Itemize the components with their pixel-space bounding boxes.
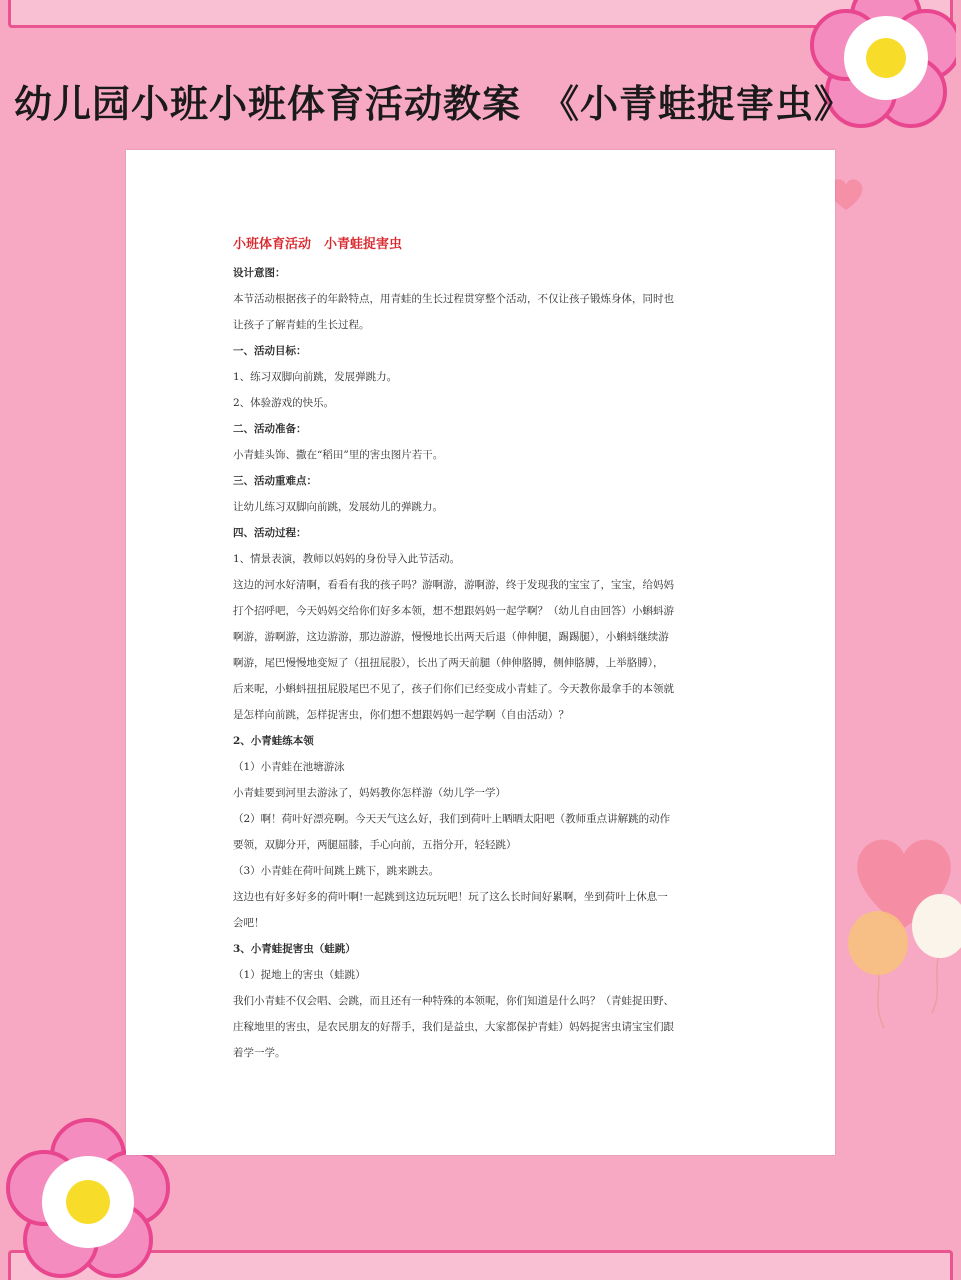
- section-heading: 三、活动重难点：: [233, 475, 317, 487]
- paragraph-line: 1、情景表演，教师以妈妈的身份导入此节活动。: [233, 553, 461, 565]
- section-heading: 一、活动目标：: [233, 345, 307, 357]
- paragraph-line: 让幼儿练习双脚向前跳，发展幼儿的弹跳力。: [233, 501, 443, 513]
- page-title: 幼儿园小班小班体育活动教案 《小青蛙捉害虫》: [14, 82, 854, 126]
- paragraph-line: 啊游，游啊游，这边游游，那边游游，慢慢地长出两天后退（伸伸腿，踢踢腿），小蝌蚪继续游: [233, 631, 669, 643]
- document-body: [233, 234, 733, 1066]
- paragraph-line: 2、体验游戏的快乐。: [233, 397, 335, 409]
- section-heading: 四、活动过程：: [233, 527, 307, 539]
- section-heading: 二、活动准备：: [233, 423, 307, 435]
- document-heading: 小班体育活动 小青蛙捉害虫: [233, 237, 403, 252]
- paragraph-line: （2）啊！荷叶好漂亮啊。今天天气这么好，我们到荷叶上晒晒太阳吧（教师重点讲解跳的动作: [233, 813, 671, 825]
- paragraph-line: 让孩子了解青蛙的生长过程。: [233, 319, 370, 331]
- paragraph-line: 会吧！: [233, 917, 265, 929]
- paragraph-line: 着学一学。: [233, 1047, 286, 1059]
- paragraph-line: （1）捉地上的害虫（蛙跳）: [233, 969, 366, 981]
- section-heading: 3、小青蛙捉害虫（蛙跳）: [233, 943, 356, 955]
- paragraph-line: 啊游，尾巴慢慢地变短了（扭扭屁股），长出了两天前腿（伸伸胳膊，侧伸胳膊，上举胳膊），: [233, 657, 664, 669]
- paragraph-line: （3）小青蛙在荷叶间跳上跳下，跳来跳去。: [233, 865, 440, 877]
- paragraph-line: 小青蛙头饰、撒在“稻田”里的害虫图片若干。: [233, 449, 444, 461]
- section-heading: 2、小青蛙练本领: [233, 735, 314, 747]
- balloons-icon: [842, 888, 961, 1038]
- paragraph-line: 是怎样向前跳，怎样捉害虫，你们想不想跟妈妈一起学啊（自由活动）？: [233, 709, 569, 721]
- paragraph-line: 后来呢，小蝌蚪扭扭屁股尾巴不见了，孩子们你们已经变成小青蛙了。今天教你最拿手的本领就: [233, 683, 674, 695]
- paragraph-line: 我们小青蛙不仅会唱、会跳，而且还有一种特殊的本领呢，你们知道是什么吗？（青蛙捉田野、: [233, 995, 674, 1007]
- document-page: [126, 150, 835, 1155]
- paragraph-line: 打个招呼吧，今天妈妈交给你们好多本领，想不想跟妈妈一起学啊？（幼儿自由回答）小蝌蚪游: [233, 605, 674, 617]
- paragraph-line: 庄稼地里的害虫，是农民朋友的好帮手，我们是益虫，大家都保护青蛙）妈妈捉害虫请宝宝们跟: [233, 1021, 674, 1033]
- paragraph-line: （1）小青蛙在池塘游泳: [233, 761, 345, 773]
- paragraph-line: 本节活动根据孩子的年龄特点，用青蛙的生长过程贯穿整个活动，不仅让孩子锻炼身体，同时也: [233, 293, 674, 305]
- section-heading: 设计意图：: [233, 267, 286, 279]
- document-lines: [233, 260, 733, 1066]
- paragraph-line: 这边也有好多好多的荷叶啊!一起跳到这边玩玩吧！玩了这么长时间好累啊，坐到荷叶上休息一: [233, 891, 668, 903]
- paragraph-line: 小青蛙要到河里去游泳了，妈妈教你怎样游（幼儿学一学）: [233, 787, 506, 799]
- paragraph-line: 1、练习双脚向前跳，发展弹跳力。: [233, 371, 398, 383]
- paragraph-line: 这边的河水好清啊，看看有我的孩子吗？游啊游，游啊游，终于发现我的宝宝了，宝宝，给妈妈: [233, 579, 674, 591]
- paragraph-line: 要领，双脚分开，两腿屈膝，手心向前，五指分开，轻轻跳）: [233, 839, 517, 851]
